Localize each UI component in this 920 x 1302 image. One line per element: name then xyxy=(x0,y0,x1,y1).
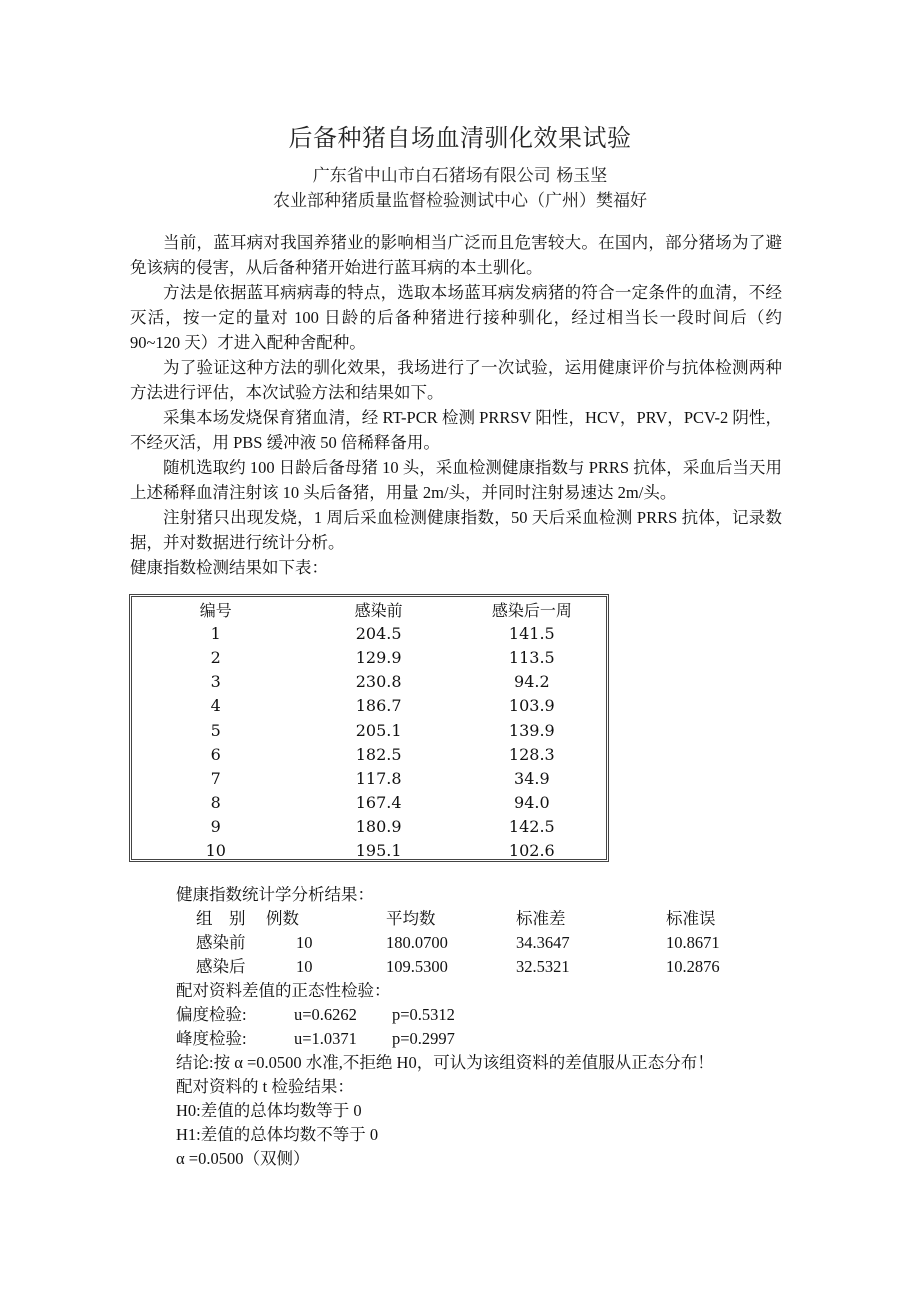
kurt-label: 峰度检验: xyxy=(176,1029,247,1048)
paragraph-6: 注射猪只出现发烧，1 周后采血检测健康指数，50 天后采血检测 PRRS 抗体，记录数据，并对数据进行统计分析。 xyxy=(130,508,782,552)
alpha-level: α =0.0500（双侧） xyxy=(176,1149,310,1168)
cell-id: 9 xyxy=(210,817,221,837)
table-row xyxy=(132,791,606,815)
cell-after: 141.5 xyxy=(508,623,555,643)
cell-before: 182.5 xyxy=(355,744,402,764)
paragraph-3: 为了验证这种方法的驯化效果，我场进行了一次试验，运用健康评价与抗体检测两种方法进行评估，本次试验方法和结果如下。 xyxy=(130,358,782,402)
kurtosis-test xyxy=(176,1027,796,1051)
ttest-heading: 配对资料的 t 检验结果： xyxy=(176,1077,354,1096)
hypothesis-h1: H1:差值的总体均数不等于 0 xyxy=(176,1125,379,1144)
cell-before: 205.1 xyxy=(355,720,402,740)
cell-before: 230.8 xyxy=(355,672,402,692)
cell-id: 3 xyxy=(210,672,221,692)
stats-heading: 健康指数统计学分析结果： xyxy=(176,885,374,904)
kurt-p: p=0.2997 xyxy=(392,1029,455,1048)
stats-cell: 10.2876 xyxy=(666,957,720,976)
cell-id: 6 xyxy=(210,744,221,764)
cell-id: 5 xyxy=(210,720,221,740)
stats-col-se: 标准误 xyxy=(666,909,716,928)
cell-after: 113.5 xyxy=(508,647,555,667)
col-header-before: 感染前 xyxy=(354,600,403,620)
cell-after: 139.9 xyxy=(508,720,555,740)
col-header-after: 感染后一周 xyxy=(491,600,572,620)
normality-heading: 配对资料差值的正态性检验： xyxy=(176,981,391,1000)
table-row xyxy=(132,621,606,645)
stats-header-row xyxy=(176,907,796,931)
paragraph-2: 方法是依据蓝耳病病毒的特点，选取本场蓝耳病发病猪的符合一定条件的血清，不经灭活，按一定的量对 100 日龄的后备种猪进行接种驯化，经过相当长一段时间后（约 90~120 天）才进入配种舍配种。 xyxy=(130,283,782,352)
col-header-id: 编号 xyxy=(199,600,232,620)
table-body xyxy=(132,621,606,863)
stats-cell: 10 xyxy=(296,957,313,976)
stats-col-n: 例数 xyxy=(266,909,299,928)
skew-label: 偏度检验: xyxy=(176,1005,247,1024)
paragraph-1: 当前，蓝耳病对我国养猪业的影响相当广泛而且危害较大。在国内，部分猪场为了避免该病的侵害，从后备种猪开始进行蓝耳病的本土驯化。 xyxy=(130,233,782,277)
cell-before: 117.8 xyxy=(355,768,402,788)
author-line-2: 农业部种猪质量监督检验测试中心（广州）樊福好 xyxy=(273,191,647,211)
paragraph-5: 随机选取约 100 日龄后备母猪 10 头，采血检测健康指数与 PRRS 抗体，采血后当天用上述稀释血清注射该 10 头后备猪，用量 2m/头，并同时注射易速达 2m/头。 xyxy=(130,458,782,502)
stats-row-before xyxy=(176,931,796,955)
stats-col-group: 组 别 xyxy=(196,909,246,928)
cell-id: 1 xyxy=(210,623,221,643)
cell-id: 4 xyxy=(210,696,221,716)
stats-cell: 10 xyxy=(296,933,313,952)
stats-cell: 感染前 xyxy=(196,933,246,952)
stats-cell: 感染后 xyxy=(196,957,246,976)
cell-id: 7 xyxy=(210,768,221,788)
cell-before: 180.9 xyxy=(355,817,402,837)
kurt-u: u=1.0371 xyxy=(294,1029,357,1048)
health-index-table xyxy=(129,594,609,862)
stats-row-after xyxy=(176,955,796,979)
table-row xyxy=(132,718,606,742)
table-intro: 健康指数检测结果如下表： xyxy=(130,558,328,577)
author-line-1: 广东省中山市白石猪场有限公司 杨玉坚 xyxy=(312,166,608,186)
table-row xyxy=(132,839,606,863)
cell-after: 94.2 xyxy=(514,672,550,692)
stats-cell: 109.5300 xyxy=(386,957,448,976)
health-table xyxy=(132,597,606,863)
stats-col-mean: 平均数 xyxy=(386,909,436,928)
cell-before: 195.1 xyxy=(355,841,402,861)
table-row xyxy=(132,694,606,718)
stats-cell: 32.5321 xyxy=(516,957,570,976)
cell-id: 10 xyxy=(205,841,226,861)
skewness-test xyxy=(176,1003,796,1027)
cell-before: 186.7 xyxy=(355,696,402,716)
table-header-row xyxy=(132,597,606,621)
cell-before: 129.9 xyxy=(355,647,402,667)
cell-before: 167.4 xyxy=(355,793,402,813)
stats-cell: 10.8671 xyxy=(666,933,720,952)
table-row xyxy=(132,670,606,694)
body-text xyxy=(130,230,782,580)
table-row xyxy=(132,742,606,766)
table-row xyxy=(132,645,606,669)
table-row xyxy=(132,815,606,839)
stats-cell: 180.0700 xyxy=(386,933,448,952)
stats-col-sd: 标准差 xyxy=(516,909,566,928)
cell-after: 103.9 xyxy=(508,696,555,716)
cell-after: 34.9 xyxy=(514,768,550,788)
skew-u: u=0.6262 xyxy=(294,1005,357,1024)
stats-section xyxy=(176,883,796,1171)
stats-cell: 34.3647 xyxy=(516,933,570,952)
normality-conclusion: 结论:按 α =0.0500 水准,不拒绝 H0，可认为该组资料的差值服从正态分布！ xyxy=(176,1053,714,1072)
skew-p: p=0.5312 xyxy=(392,1005,455,1024)
cell-after: 94.0 xyxy=(514,793,550,813)
document-title: 后备种猪自场血清驯化效果试验 xyxy=(288,124,632,152)
hypothesis-h0: H0:差值的总体均数等于 0 xyxy=(176,1101,362,1120)
cell-after: 142.5 xyxy=(508,817,555,837)
cell-after: 102.6 xyxy=(508,841,555,861)
cell-id: 8 xyxy=(210,793,221,813)
cell-id: 2 xyxy=(210,647,221,667)
cell-before: 204.5 xyxy=(355,623,402,643)
table-row xyxy=(132,766,606,790)
cell-after: 128.3 xyxy=(508,744,555,764)
paragraph-4: 采集本场发烧保育猪血清，经 RT-PCR 检测 PRRSV 阳性，HCV，PRV，PCV-2 阴性，不经灭活，用 PBS 缓冲液 50 倍稀释备用。 xyxy=(130,408,782,452)
